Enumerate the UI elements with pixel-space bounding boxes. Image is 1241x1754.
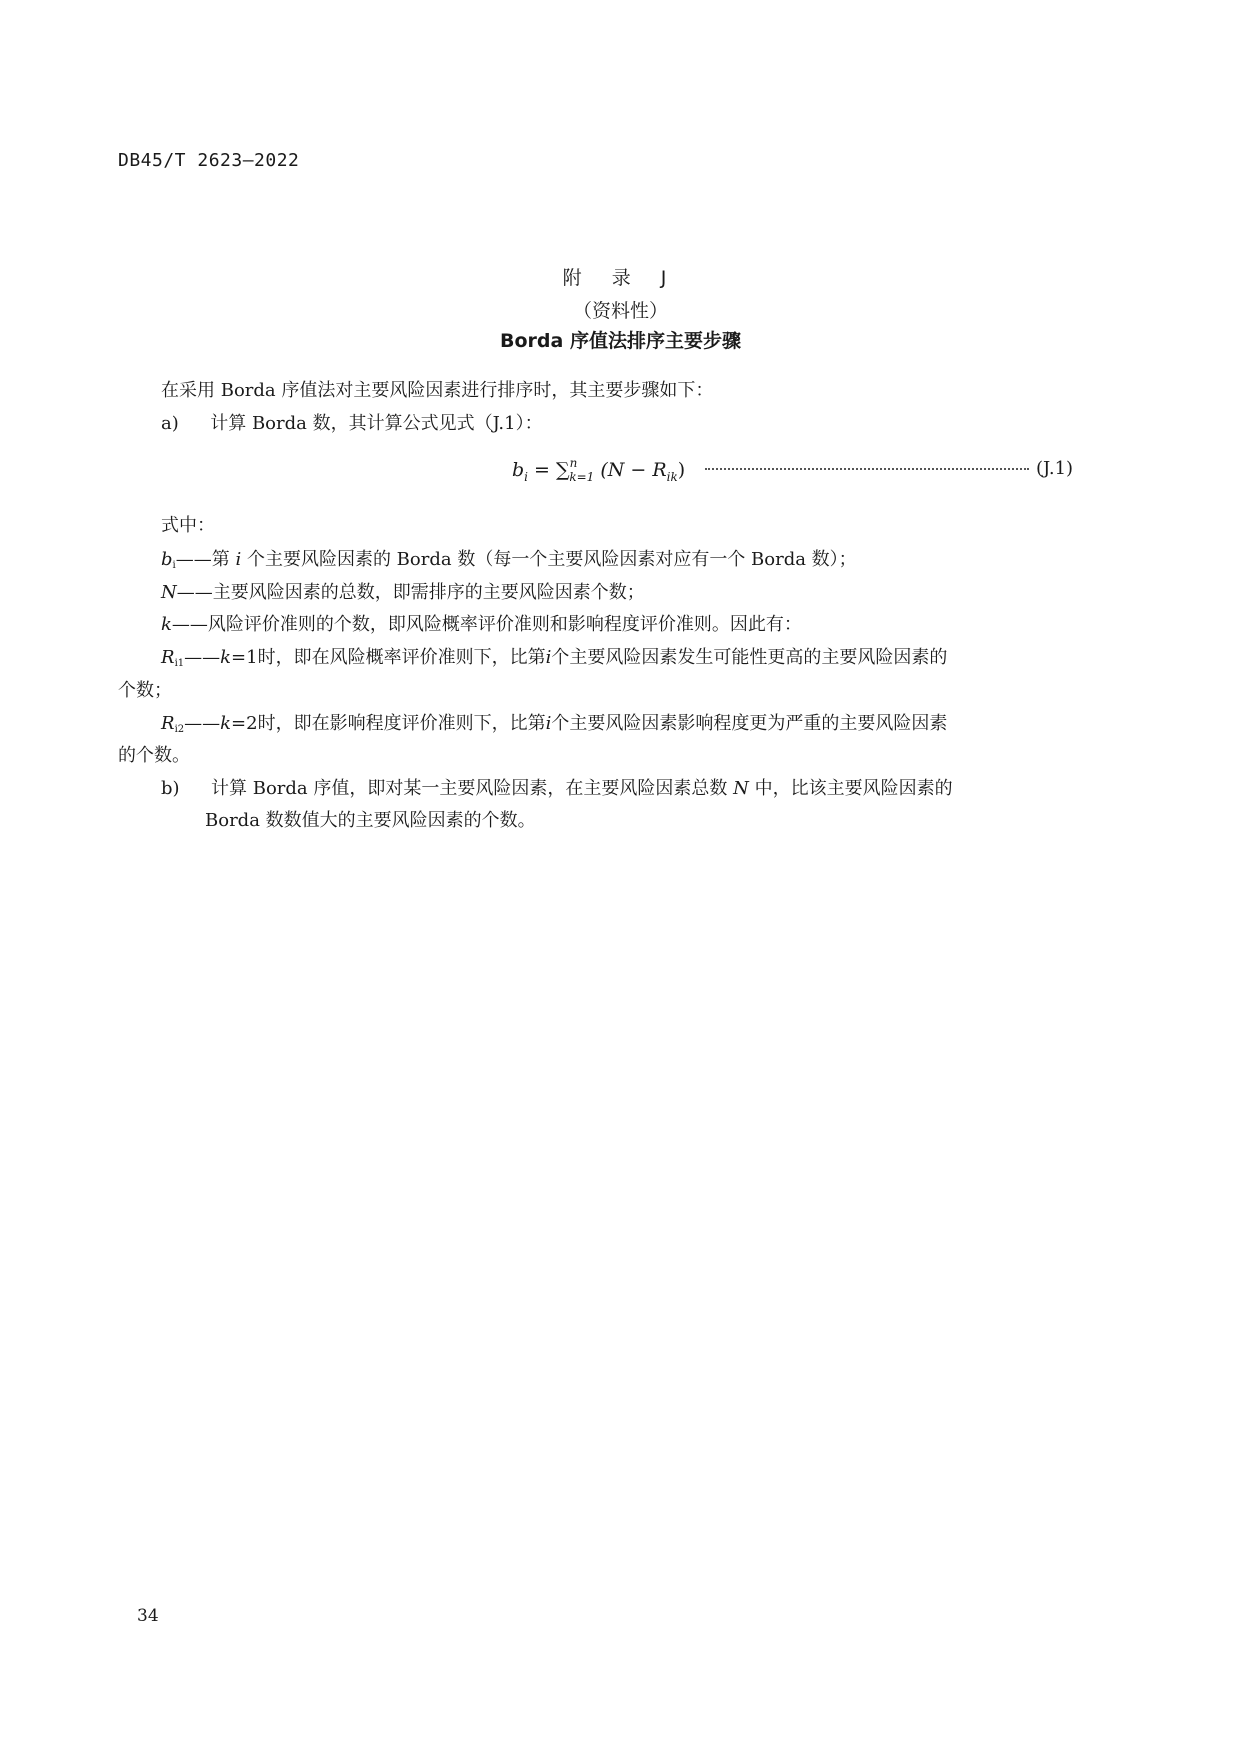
page-number: 34 [137,1606,159,1626]
formula-j1: $b_i = \sum^n_{k=1}$ $(N - R_{ik})$ [512,456,686,484]
definition-r2-line2: 的个数。 [118,745,190,766]
intro-paragraph: 在采用 Borda 序值法对主要风险因素进行排序时，其主要步骤如下： [161,380,714,401]
appendix-type: （资料性） [572,300,668,322]
step-a [161,409,543,435]
where-label: 式中： [161,515,215,536]
step-a-marker: a) [161,413,179,434]
definition-n: N——主要风险因素的总数，即需排序的主要风险因素个数； [161,582,645,603]
definition-k: k——风险评价准则的个数，即风险概率评价准则和影响程度评价准则。因此有： [161,614,802,635]
definition-r1-line1: $R_{i1}——k=1$时，即在风险概率评价准则下，比第i个主要风险因素发生可能性更高的主要风险因素的 [161,647,948,669]
appendix-title: 附 录 J [562,267,679,289]
step-b-line1: b) 计算 Borda 序值，即对某一主要风险因素，在主要风险因素总数 N 中，比该主要风险因素的 [161,778,953,799]
step-b-marker: b) [161,778,180,799]
formula-leader-dots [705,458,1029,470]
step-b-line2: Borda 数数值大的主要风险因素的个数。 [205,810,536,831]
definition-r1-line2: 个数； [118,680,172,701]
appendix-subtitle: Borda 序值法排序主要步骤 [500,330,741,352]
definition-r2-line1: $R_{i2}——k=2$时，即在影响程度评价准则下，比第i个主要风险因素影响程度更为严重的主要风险因素 [161,713,948,735]
document-code: DB45/T 2623—2022 [118,150,300,171]
definition-b: $b_i——$第 i 个主要风险因素的 Borda 数（每一个主要风险因素对应有一个 Borda 数）； [161,549,857,571]
step-a-text: 计算 Borda 数，其计算公式见式（J.1）： [210,413,543,434]
formula-number: (J.1) [1036,458,1074,479]
